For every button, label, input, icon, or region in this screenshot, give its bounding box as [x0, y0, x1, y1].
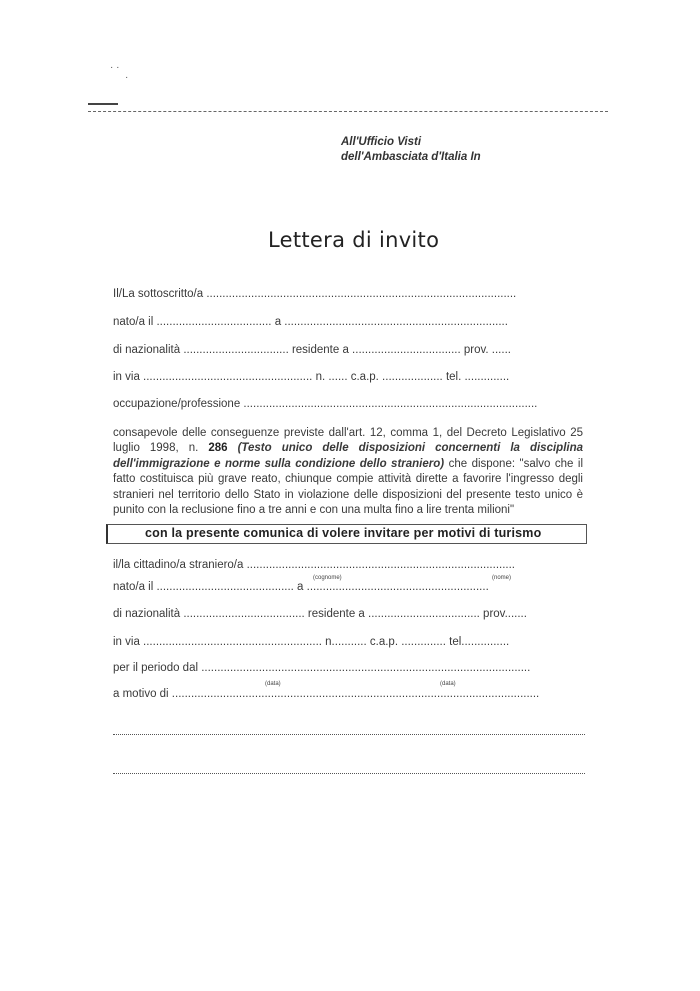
inviter-occupation-field[interactable]: occupazione/professione ............................................................................................: [113, 398, 538, 410]
addressee-line-2: dell'Ambasciata d'Italia In: [341, 151, 481, 163]
inviter-name-field[interactable]: Il/La sottoscritto/a .................................................................................................: [113, 288, 517, 300]
label-cognome: (cognome): [313, 575, 342, 581]
legal-declaration: [113, 426, 583, 518]
declaration-text: che dispone: "salvo che il fatto costituisca più grave reato, chiunque compie attività dirette a favorire l'ingresso degli stranieri nel territorio dello Stato in violazione delle disposizioni del presente testo unico è punito con la reclusione fino a tre anni e con una multa fino a lire trenta milioni": [113, 457, 583, 517]
invitee-birth-field[interactable]: nato/a il ........................................... a .........................................................: [113, 581, 489, 593]
purpose-banner-text: con la presente comunica di volere invitare per motivi di turismo: [145, 526, 542, 540]
reason-continuation-line-1[interactable]: [113, 734, 585, 735]
invitee-reason-field[interactable]: a motivo di ...................................................................................................................: [113, 688, 540, 700]
inviter-nationality-field[interactable]: di nazionalità ................................. residente a .................................. prov. ......: [113, 344, 511, 356]
invitee-nationality-field[interactable]: di nazionalità ...................................... residente a ................................... prov.......: [113, 608, 527, 620]
reason-continuation-line-2[interactable]: [113, 773, 585, 774]
header-rule: [88, 111, 608, 112]
addressee-line-1: All'Ufficio Visti: [341, 136, 422, 148]
inviter-address-field[interactable]: in via ..................................................... n. ...... c.a.p. ................... tel. ..............: [113, 371, 510, 383]
letter-title: Lettera di invito: [268, 228, 440, 252]
declaration-intro: consapevole delle conseguenze previste dall'art. 12, comma 1, del Decreto Legislativo 25 luglio 1998, n.: [113, 427, 583, 455]
invitee-name-field[interactable]: il/la cittadino/a straniero/a ....................................................................................: [113, 559, 515, 571]
invitee-address-field[interactable]: in via ........................................................ n........... c.a.p. .............. tel...............: [113, 636, 510, 648]
label-data-from: (data): [265, 681, 281, 687]
addressee-block: [341, 135, 481, 165]
law-number: 286: [208, 442, 228, 455]
scan-speck: · ·: [110, 62, 120, 73]
label-data-to: (data): [440, 681, 456, 687]
label-nome: (nome): [492, 575, 512, 581]
law-title: (Testo unico delle disposizioni concernenti la disciplina dell'immigrazione e norme sulla condizione dello straniero): [113, 442, 584, 470]
scan-speck: ·: [125, 72, 129, 83]
invitee-period-field[interactable]: per il periodo dal .......................................................................................................: [113, 662, 531, 674]
header-rule-mark: [88, 103, 118, 105]
inviter-birth-field[interactable]: nato/a il .................................... a ......................................................................: [113, 316, 508, 328]
